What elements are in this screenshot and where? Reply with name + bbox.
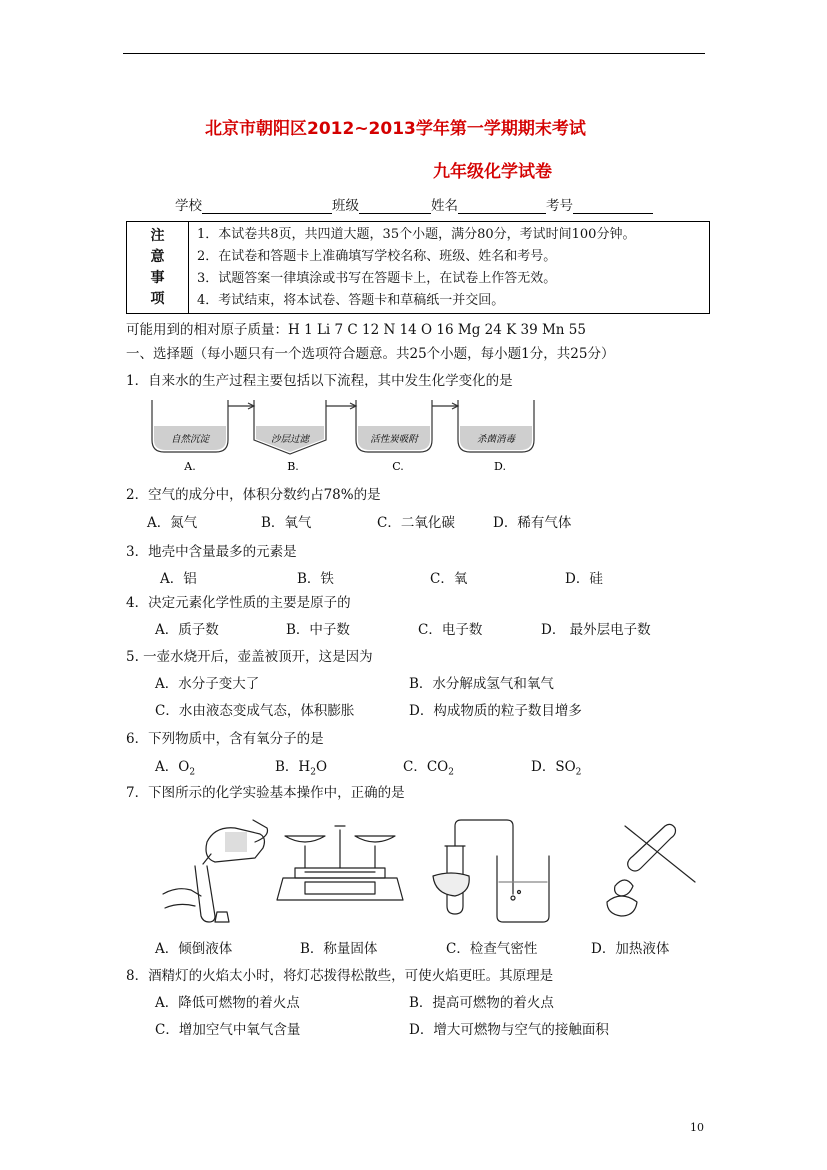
option[interactable]: C．二氧化碳 [377,515,455,531]
exam-title: 北京市朝阳区2012~2013学年第一学期期末考试 [205,119,586,139]
question-6-stem: 6．下列物质中，含有氧分子的是 [126,731,324,747]
notice-items [189,222,710,314]
option[interactable]: D．稀有气体 [493,515,572,531]
option[interactable]: C．氧 [430,571,468,587]
option-letter: C. [392,460,404,473]
option[interactable]: A．水分子变大了 [155,676,260,692]
option[interactable]: B．称量固体 [300,941,378,957]
notice-table [126,221,710,314]
step-label: 自然沉淀 [170,434,210,445]
question-2-stem: 2．空气的成分中，体积分数约占78%的是 [126,487,381,503]
option-letter: B. [287,460,299,473]
field-name-blank[interactable] [458,200,546,214]
question-7-stem: 7．下图所示的化学实验基本操作中，正确的是 [126,785,405,801]
option[interactable]: D．加热液体 [591,941,670,957]
option-letter: D. [494,460,506,473]
option[interactable]: D．增大可燃物与空气的接触面积 [409,1022,609,1038]
field-school-blank[interactable] [202,200,332,214]
field-name-label: 姓名 [431,198,458,214]
option[interactable]: B．$H_2O$ [275,759,328,778]
notice-item: 3．试题答案一律填涂或书写在答题卡上，在试卷上作答无效。 [197,270,557,286]
step-label: 沙层过滤 [270,434,310,445]
option[interactable]: B．中子数 [286,622,350,638]
option[interactable]: A．倾倒液体 [155,941,233,957]
option[interactable]: B．氧气 [261,515,312,531]
question-1-stem: 1．自来水的生产过程主要包括以下流程，其中发生化学变化的是 [126,373,513,389]
pouring-liquid-illustration [163,820,268,922]
option[interactable]: B．铁 [297,571,334,587]
option[interactable]: D．$SO_2$ [531,759,582,778]
option[interactable]: A．氮气 [147,515,198,531]
student-info-row [175,194,653,214]
step-label: 杀菌消毒 [476,434,516,445]
lab-operations-figure [155,816,700,931]
exam-subtitle: 九年级化学试卷 [433,162,552,182]
option[interactable]: C．增加空气中氧气含量 [155,1022,301,1038]
header-rule [123,53,705,54]
heating-liquid-illustration [607,824,695,916]
option[interactable]: C．$CO_2$ [403,759,454,778]
option[interactable]: A．降低可燃物的着火点 [155,995,300,1011]
option[interactable]: D． 最外层电子数 [541,622,651,638]
notice-item: 1．本试卷共8页，共四道大题，35个小题，满分80分，考试时间100分钟。 [197,226,636,242]
notice-item: 4．考试结束，将本试卷、答题卡和草稿纸一并交回。 [197,292,505,308]
option[interactable]: D．硅 [565,571,603,587]
field-id-blank[interactable] [573,200,653,214]
field-class-blank[interactable] [359,200,431,214]
water-process-diagram [148,396,548,476]
option[interactable]: A．铝 [160,571,197,587]
field-school-label: 学校 [175,198,202,214]
option[interactable]: B．水分解成氢气和氧气 [409,676,554,692]
section-heading: 一、选择题（每小题只有一个选项符合题意。共25个小题，每小题1分，共25分） [126,346,615,362]
atomic-masses: 可能用到的相对原子质量：H 1 Li 7 C 12 N 14 O 16 Mg 24 K 39 Mn 55 [126,322,586,338]
option[interactable]: A．$O_2$ [155,759,196,778]
field-id-label: 考号 [546,198,573,214]
question-8-stem: 8．酒精灯的火焰太小时，将灯芯拨得松散些，可使火焰更旺。其原理是 [126,968,554,984]
notice-item: 2．在试卷和答题卡上准确填写学校名称、班级、姓名和考号。 [197,248,557,264]
option[interactable]: B．提高可燃物的着火点 [409,995,554,1011]
question-3-stem: 3．地壳中含量最多的元素是 [126,544,297,560]
page-number: 10 [690,1121,704,1134]
gas-tightness-check-illustration [433,820,549,922]
option[interactable]: C．水由液态变成气态，体积膨胀 [155,703,355,719]
option[interactable]: C．电子数 [418,622,483,638]
option[interactable]: A．质子数 [155,622,219,638]
option-letter: A. [184,460,196,473]
option[interactable]: D．构成物质的粒子数目增多 [409,703,582,719]
step-label: 活性炭吸附 [370,434,418,445]
option[interactable]: C．检查气密性 [446,941,538,957]
question-5-stem: 5. 一壶水烧开后，壶盖被顶开，这是因为 [126,649,373,665]
notice-label: 注 意 事 项 [127,222,189,314]
question-4-stem: 4．决定元素化学性质的主要是原子的 [126,595,351,611]
balance-illustration [277,826,403,900]
field-class-label: 班级 [332,198,359,214]
